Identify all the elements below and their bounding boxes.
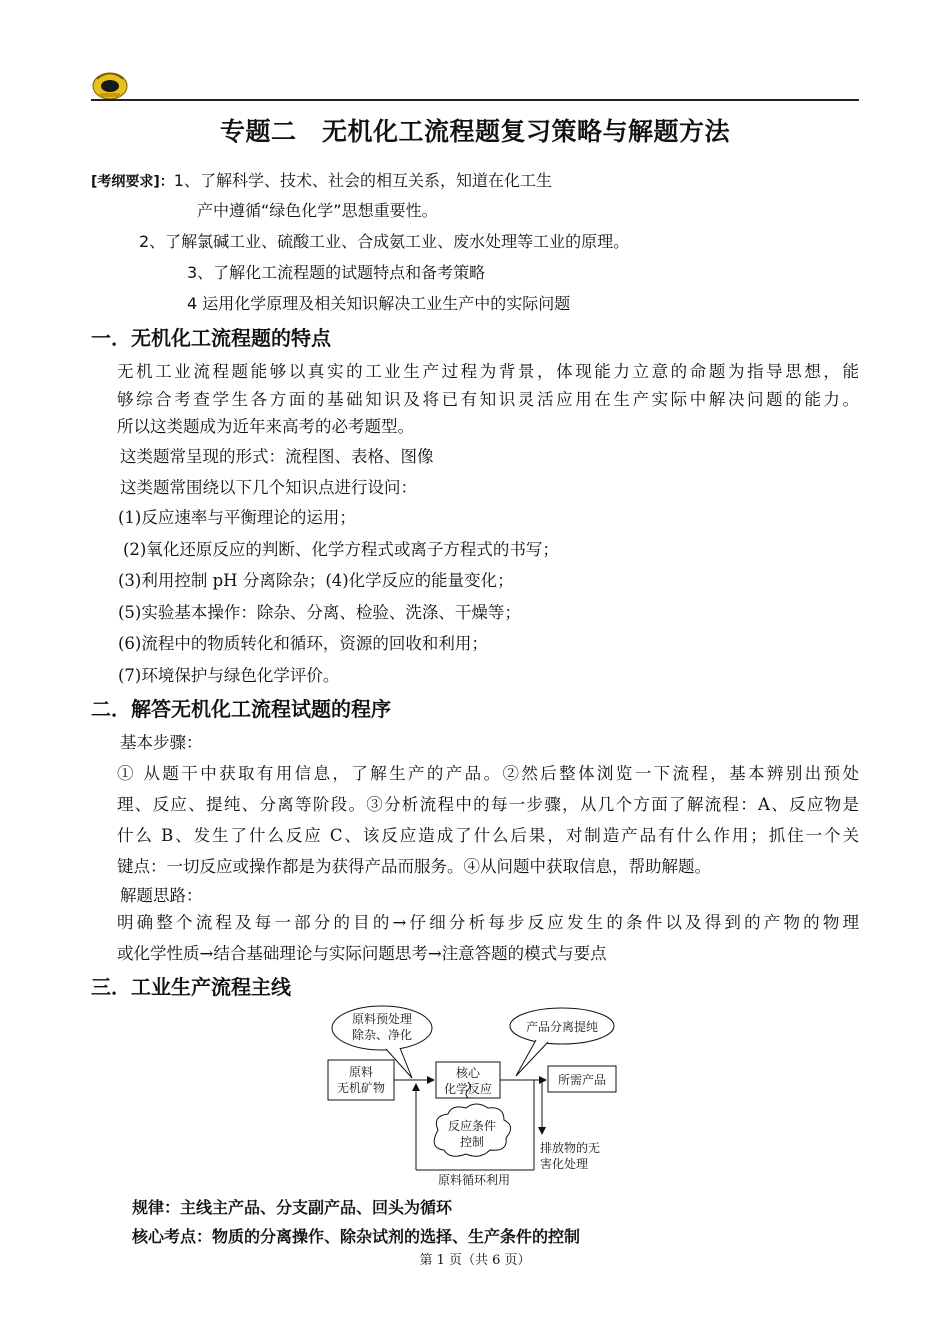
idea-line: 或化学性质→结合基础理论与实际问题思考→注意答题的模式与要点: [117, 944, 607, 963]
emission-label-1: 排放物的无: [540, 1141, 601, 1155]
requirement-item: 产中遵循“绿色化学”思想重要性。: [197, 201, 438, 220]
page-title: 专题二 无机化工流程题复习策略与解题方法: [219, 117, 730, 146]
form-line: 这类题常呈现的形式：流程图、表格、图像: [120, 447, 434, 466]
requirement-item: 3、了解化工流程题的试题特点和备考策略: [187, 263, 486, 282]
raw-label-1: 原料: [348, 1065, 374, 1079]
knowledge-point: (3)利用控制 pH 分离除杂；(4)化学反应的能量变化；: [118, 571, 514, 590]
requirements-tag: [考纲要求]：: [91, 174, 174, 190]
paragraph-line: 够综合考查学生各方面的基础知识及将已有知识灵活应用在生产实际中解决问题的能力。: [117, 390, 859, 409]
pretreat-label-2: 除杂、净化: [351, 1028, 413, 1042]
raw-label-2: 无机矿物: [336, 1081, 386, 1095]
recycle-label: 原料循环利用: [437, 1173, 511, 1187]
conditions-label-2: 控制: [459, 1135, 485, 1149]
pretreat-label-1: 原料预处理: [351, 1012, 413, 1026]
separate-label: 产品分离提纯: [525, 1020, 599, 1034]
page-footer: 第 1 页（共 6 页）: [419, 1253, 531, 1268]
section-heading-3: 三．工业生产流程主线: [91, 975, 291, 999]
flow-diagram: [320, 1002, 620, 1190]
header-rule: [91, 99, 859, 101]
paragraph-line: 无机工业流程题能够以真实的工业生产过程为背景，体现能力立意的命题为指导思想，能: [117, 362, 859, 381]
knowledge-point: (5)实验基本操作：除杂、分离、检验、洗涤、干燥等；: [118, 603, 521, 622]
core-label-1: 核心: [455, 1066, 481, 1080]
knowledge-point: (6)流程中的物质转化和循环，资源的回收和利用；: [118, 634, 488, 653]
school-emblem-icon: [91, 66, 129, 100]
idea-label: 解题思路：: [120, 886, 203, 905]
around-line: 这类题常围绕以下几个知识点进行设问：: [120, 478, 417, 497]
idea-line: 明确整个流程及每一部分的目的→仔细分析每步反应发生的条件以及得到的产物的物理: [117, 913, 859, 932]
paragraph-line: 所以这类题成为近年来高考的必考题型。: [117, 417, 414, 436]
requirements-line-1: [91, 168, 552, 191]
rule-line: 规律：主线主产品、分支副产品、回头为循环: [132, 1198, 453, 1217]
section-heading-1: 一．无机化工流程题的特点: [91, 326, 331, 350]
knowledge-point: (2)氧化还原反应的判断、化学方程式或离子方程式的书写；: [123, 540, 559, 559]
knowledge-point: (1)反应速率与平衡理论的运用；: [118, 508, 356, 527]
emission-label-2: 害化处理: [540, 1157, 589, 1171]
section-heading-2: 二．解答无机化工流程试题的程序: [91, 697, 391, 721]
step-line: 理、反应、提纯、分离等阶段。③分析流程中的每一步骤，从几个方面了解流程：A、反应物是: [117, 795, 859, 814]
step-line: ① 从题干中获取有用信息，了解生产的产品。②然后整体浏览一下流程，基本辨别出预处: [117, 764, 859, 783]
steps-label: 基本步骤：: [120, 733, 203, 752]
key-line: 核心考点：物质的分离操作、除杂试剂的选择、生产条件的控制: [132, 1227, 581, 1246]
knowledge-point: (7)环境保护与绿色化学评价。: [118, 666, 340, 685]
conditions-label-1: 反应条件: [447, 1119, 497, 1133]
step-line: 什么 B、发生了什么反应 C、该反应造成了什么后果，对制造产品有什么作用；抓住一个关: [117, 826, 859, 845]
step-line: 键点：一切反应或操作都是为获得产品而服务。④从问题中获取信息，帮助解题。: [117, 857, 711, 876]
product-label: 所需产品: [557, 1073, 607, 1087]
requirement-item: 4 运用化学原理及相关知识解决工业生产中的实际问题: [187, 294, 571, 313]
requirement-item: 1、了解科学、技术、社会的相互关系，知道在化工生: [173, 171, 552, 190]
separate-callout-tail: [516, 1040, 548, 1076]
core-label-2: 化学反应: [443, 1082, 493, 1096]
requirement-item: 2、了解氯碱工业、硫酸工业、合成氨工业、废水处理等工业的原理。: [139, 232, 630, 251]
